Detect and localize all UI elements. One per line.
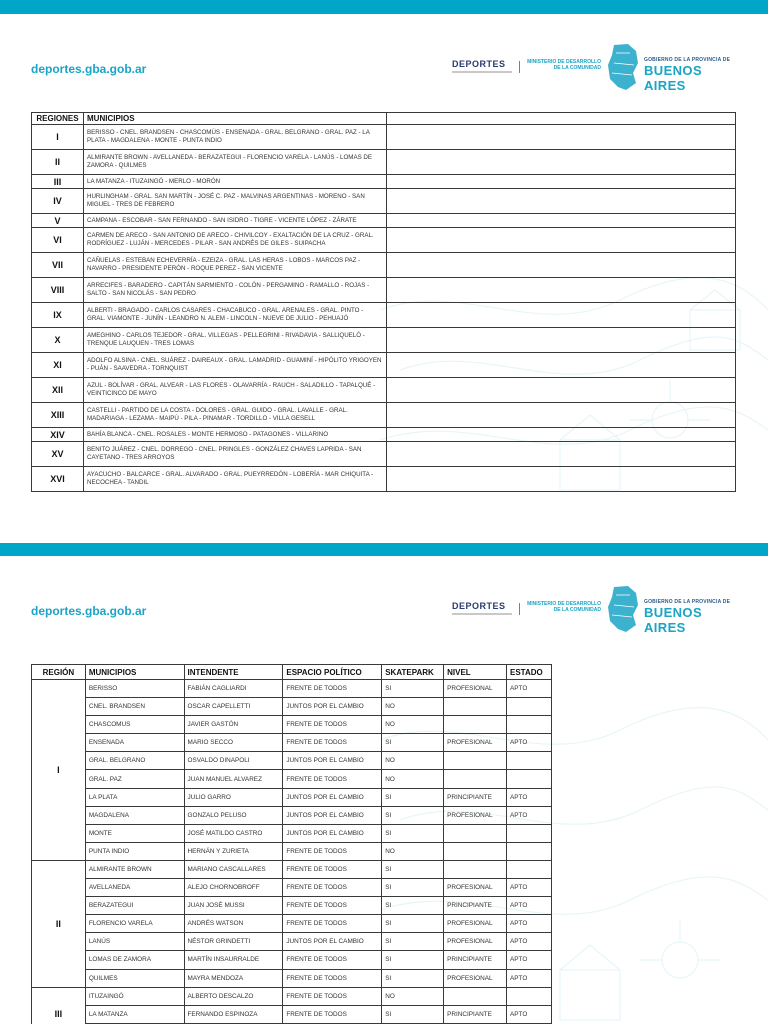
estado-cell: APTO (507, 1005, 552, 1023)
table-row (32, 824, 552, 842)
skatepark-cell: SI (382, 897, 444, 915)
header-skatepark: SKATEPARK (382, 665, 444, 680)
nivel-cell: PROFESIONAL (444, 915, 507, 933)
nivel-cell: PROFESIONAL (444, 969, 507, 987)
skatepark-cell: SI (382, 680, 444, 698)
municipio-cell: PUNTA INDIO (85, 842, 184, 860)
skatepark-cell: SI (382, 1005, 444, 1023)
page1-logos (448, 43, 738, 91)
municipios-detail-table (31, 664, 552, 1024)
region-row (32, 303, 736, 328)
region-municipios: AMEGHINO - CARLOS TEJEDOR - GRAL. VILLEGAS - PELLEGRINI - RIVADAVIA - SALLIQUELÓ - TRENQUE LAUQUEN - TRES LOMAS (84, 328, 387, 353)
empty-cell (387, 214, 736, 228)
municipio-cell: ENSENADA (85, 734, 184, 752)
header-estado: ESTADO (507, 665, 552, 680)
empty-cell (387, 303, 736, 328)
skatepark-cell: SI (382, 879, 444, 897)
intendente-cell: FERNANDO ESPINOZA (184, 1005, 283, 1023)
espacio-politico-cell: FRENTE DE TODOS (283, 716, 382, 734)
table-row (32, 842, 552, 860)
region-municipios: ADOLFO ALSINA - CNEL. SUÁREZ - DAIREAUX - GRAL. LAMADRID - GUAMINÍ - HIPÓLITO YRIGOYEN - PUÁN - SAAVEDRA - TORNQUIST (84, 353, 387, 378)
region-row (32, 253, 736, 278)
skatepark-cell: NO (382, 842, 444, 860)
region-municipios: ARRECIFES - BARADERO - CAPITÁN SARMIENTO - COLÓN - PERGAMINO - RAMALLO - ROJAS - SALTO - SAN NICOLÁS - SAN PEDRO (84, 278, 387, 303)
intendente-cell: GONZALO PELUSO (184, 806, 283, 824)
regions-table (31, 112, 736, 492)
region-row (32, 328, 736, 353)
buenos-aires-map-icon (606, 43, 640, 91)
intendente-cell: HERNÁN Y ZURIETA (184, 842, 283, 860)
intendente-cell: MAYRA MENDOZA (184, 969, 283, 987)
empty-cell (387, 442, 736, 467)
region-municipios: BENITO JUÁREZ - CNEL. DORREGO - CNEL. PRINGLES - GONZÁLEZ CHAVES LAPRIDA - SAN CAYETANO - TRES ARROYOS (84, 442, 387, 467)
region-number: XV (32, 442, 84, 467)
region-municipios: BAHÍA BLANCA - CNEL. ROSALES - MONTE HERMOSO - PATAGONES - VILLARINO (84, 428, 387, 442)
espacio-politico-cell: FRENTE DE TODOS (283, 915, 382, 933)
region-row (32, 214, 736, 228)
page1-top-bar (0, 0, 768, 14)
nivel-cell: PRINCIPIANTE (444, 897, 507, 915)
region-cell: I (32, 680, 86, 861)
municipio-cell: GRAL. BELGRANO (85, 752, 184, 770)
intendente-cell: JOSÉ MATILDO CASTRO (184, 824, 283, 842)
region-municipios: HURLINGHAM - GRAL. SAN MARTÍN - JOSÉ C. PAZ - MALVINAS ARGENTINAS - MORENO - SAN MIGUEL - TRES DE FEBRERO (84, 189, 387, 214)
estado-cell: APTO (507, 734, 552, 752)
region-number: XI (32, 353, 84, 378)
table-row (32, 987, 552, 1005)
header-empty (387, 113, 736, 125)
ministerio-logo: MINISTERIO DE DESARROLLO DE LA COMUNIDAD (527, 601, 601, 613)
municipio-cell: LOMAS DE ZAMORA (85, 951, 184, 969)
table-row (32, 915, 552, 933)
municipio-cell: GRAL. PAZ (85, 770, 184, 788)
logo-separator (519, 61, 520, 73)
intendente-cell: MARTÍN INSAURRALDE (184, 951, 283, 969)
region-row (32, 189, 736, 214)
region-number: IX (32, 303, 84, 328)
intendente-cell: OSCAR CAPELLETTI (184, 698, 283, 716)
nivel-cell: PRINCIPIANTE (444, 788, 507, 806)
header-region: REGIÓN (32, 665, 86, 680)
empty-cell (387, 253, 736, 278)
nivel-cell (444, 770, 507, 788)
empty-cell (387, 353, 736, 378)
skatepark-cell: SI (382, 969, 444, 987)
estado-cell: APTO (507, 806, 552, 824)
estado-cell (507, 770, 552, 788)
region-municipios: CAÑUELAS - ESTEBAN ECHEVERRÍA - EZEIZA - GRAL. LAS HERAS - LOBOS - MARCOS PAZ - NAVARRO - PRESIDENTE PERÓN - ROQUE PEREZ - SAN VICENTE (84, 253, 387, 278)
espacio-politico-cell: JUNTOS POR EL CAMBIO (283, 806, 382, 824)
espacio-politico-cell: JUNTOS POR EL CAMBIO (283, 698, 382, 716)
nivel-cell (444, 842, 507, 860)
nivel-cell (444, 716, 507, 734)
header-municipios: MUNICIPIOS (85, 665, 184, 680)
espacio-politico-cell: FRENTE DE TODOS (283, 969, 382, 987)
region-number: V (32, 214, 84, 228)
nivel-cell: PROFESIONAL (444, 734, 507, 752)
table-row (32, 680, 552, 698)
table-row (32, 933, 552, 951)
header-espacio-politico: ESPACIO POLÍTICO (283, 665, 382, 680)
header-nivel: NIVEL (444, 665, 507, 680)
region-row (32, 228, 736, 253)
nivel-cell (444, 824, 507, 842)
region-cell: II (32, 860, 86, 987)
region-number: XIV (32, 428, 84, 442)
intendente-cell: MARIANO CASCALLARES (184, 860, 283, 878)
table-row (32, 770, 552, 788)
estado-cell (507, 860, 552, 878)
empty-cell (387, 125, 736, 150)
municipio-cell: FLORENCIO VARELA (85, 915, 184, 933)
region-row (32, 125, 736, 150)
skatepark-cell: NO (382, 716, 444, 734)
nivel-cell (444, 860, 507, 878)
municipio-cell: LANÚS (85, 933, 184, 951)
municipio-cell: QUILMES (85, 969, 184, 987)
region-municipios: AYACUCHO - BALCARCE - GRAL. ALVARADO - GRAL. PUEYRREDÓN - LOBERÍA - MAR CHIQUITA - NECOCHEA - TANDIL (84, 467, 387, 492)
region-number: XII (32, 378, 84, 403)
gobierno-label: GOBIERNO DE LA PROVINCIA DE (644, 599, 731, 605)
header-municipios: MUNICIPIOS (84, 113, 387, 125)
region-municipios: ALMIRANTE BROWN - AVELLANEDA - BERAZATEGUI - FLORENCIO VARELA - LANÚS - LOMAS DE ZAMORA - QUILMES (84, 150, 387, 175)
skatepark-cell: SI (382, 788, 444, 806)
intendente-cell: NÉSTOR GRINDETTI (184, 933, 283, 951)
espacio-politico-cell: FRENTE DE TODOS (283, 897, 382, 915)
estado-cell (507, 716, 552, 734)
estado-cell: APTO (507, 788, 552, 806)
skatepark-cell: NO (382, 752, 444, 770)
espacio-politico-cell: FRENTE DE TODOS (283, 987, 382, 1005)
municipio-cell: LA PLATA (85, 788, 184, 806)
empty-cell (387, 175, 736, 189)
table-row (32, 860, 552, 878)
municipio-cell: BERISSO (85, 680, 184, 698)
region-number: XVI (32, 467, 84, 492)
region-number: X (32, 328, 84, 353)
region-row (32, 150, 736, 175)
estado-cell: APTO (507, 951, 552, 969)
region-number: VI (32, 228, 84, 253)
header-intendente: INTENDENTE (184, 665, 283, 680)
estado-cell: APTO (507, 915, 552, 933)
table-row (32, 806, 552, 824)
estado-cell: APTO (507, 969, 552, 987)
nivel-cell (444, 698, 507, 716)
deportes-logo-subline (452, 71, 512, 73)
estado-cell: APTO (507, 933, 552, 951)
region-row (32, 353, 736, 378)
espacio-politico-cell: FRENTE DE TODOS (283, 734, 382, 752)
nivel-cell: PROFESIONAL (444, 879, 507, 897)
region-row (32, 428, 736, 442)
region-number: VIII (32, 278, 84, 303)
region-number: XIII (32, 403, 84, 428)
header-regiones: REGIONES (32, 113, 84, 125)
regions-table-header (32, 113, 736, 125)
skatepark-cell: SI (382, 915, 444, 933)
municipio-cell: MAGDALENA (85, 806, 184, 824)
table-row (32, 1005, 552, 1023)
nivel-cell: PROFESIONAL (444, 933, 507, 951)
nivel-cell: PRINCIPIANTE (444, 1005, 507, 1023)
skatepark-cell: SI (382, 860, 444, 878)
skatepark-cell: SI (382, 806, 444, 824)
table-row (32, 734, 552, 752)
intendente-cell: ALBERTO DESCALZO (184, 987, 283, 1005)
intendente-cell: OSVALDO DINAPOLI (184, 752, 283, 770)
nivel-cell: PROFESIONAL (444, 680, 507, 698)
deportes-logo: DEPORTES (452, 601, 506, 611)
municipio-cell: BERAZATEGUI (85, 897, 184, 915)
intendente-cell: JUAN MANUEL ALVAREZ (184, 770, 283, 788)
table-row (32, 951, 552, 969)
espacio-politico-cell: FRENTE DE TODOS (283, 770, 382, 788)
estado-cell (507, 842, 552, 860)
intendente-cell: FABIÁN CAGLIARDI (184, 680, 283, 698)
espacio-politico-cell: JUNTOS POR EL CAMBIO (283, 933, 382, 951)
page1-site-url[interactable]: deportes.gba.gob.ar (31, 62, 147, 76)
region-number: I (32, 125, 84, 150)
espacio-politico-cell: FRENTE DE TODOS (283, 1005, 382, 1023)
region-municipios: LA MATANZA - ITUZAINGÓ - MERLO - MORÓN (84, 175, 387, 189)
estado-cell (507, 752, 552, 770)
table-row (32, 788, 552, 806)
espacio-politico-cell: JUNTOS POR EL CAMBIO (283, 752, 382, 770)
gobierno-label: GOBIERNO DE LA PROVINCIA DE (644, 57, 731, 63)
logo-separator (519, 603, 520, 615)
deportes-logo: DEPORTES (452, 59, 506, 69)
skatepark-cell: SI (382, 933, 444, 951)
region-municipios: AZUL - BOLÍVAR - GRAL. ALVEAR - LAS FLORES - OLAVARRÍA - RAUCH - SALADILLO - TAPALQUÉ - VEINTICINCO DE MAYO (84, 378, 387, 403)
skatepark-cell: NO (382, 698, 444, 716)
estado-cell: APTO (507, 680, 552, 698)
municipio-cell: ALMIRANTE BROWN (85, 860, 184, 878)
intendente-cell: JUAN JOSÉ MUSSI (184, 897, 283, 915)
intendente-cell: MARIO SECCO (184, 734, 283, 752)
estado-cell (507, 698, 552, 716)
nivel-cell (444, 987, 507, 1005)
skatepark-cell: SI (382, 951, 444, 969)
buenos-aires-logo: BUENOS AIRES (644, 63, 703, 93)
empty-cell (387, 328, 736, 353)
espacio-politico-cell: JUNTOS POR EL CAMBIO (283, 788, 382, 806)
table-row (32, 716, 552, 734)
municipio-cell: MONTE (85, 824, 184, 842)
intendente-cell: JAVIER GASTÓN (184, 716, 283, 734)
table-row (32, 698, 552, 716)
empty-cell (387, 228, 736, 253)
skatepark-cell: NO (382, 770, 444, 788)
region-row (32, 403, 736, 428)
estado-cell: APTO (507, 879, 552, 897)
region-municipios: BERISSO - CNEL. BRANDSEN - CHASCOMÚS - ENSENADA - GRAL. BELGRANO - GRAL. PAZ - LA PLATA - MAGDALENA - MONTE - PUNTA INDIO (84, 125, 387, 150)
intendente-cell: ALEJO CHORNOBROFF (184, 879, 283, 897)
municipio-cell: CNEL. BRANDSEN (85, 698, 184, 716)
skatepark-cell: SI (382, 734, 444, 752)
region-number: III (32, 175, 84, 189)
espacio-politico-cell: JUNTOS POR EL CAMBIO (283, 824, 382, 842)
empty-cell (387, 378, 736, 403)
table-row (32, 752, 552, 770)
region-number: IV (32, 189, 84, 214)
espacio-politico-cell: FRENTE DE TODOS (283, 842, 382, 860)
empty-cell (387, 403, 736, 428)
intendente-cell: ANDRÉS WATSON (184, 915, 283, 933)
municipio-cell: LA MATANZA (85, 1005, 184, 1023)
estado-cell (507, 824, 552, 842)
region-municipios: ALBERTI - BRAGADO - CARLOS CASARES - CHACABUCO - GRAL. ARENALES - GRAL. PINTO - GRAL. VIAMONTE - JUNÍN - LEANDRO N. ALEM - LINCOLN - NUEVE DE JULIO - PEHUAJÓ (84, 303, 387, 328)
table-row (32, 897, 552, 915)
region-municipios: CARMEN DE ARECO - SAN ANTONIO DE ARECO - CHIVILCOY - EXALTACIÓN DE LA CRUZ - GRAL. RODRÍGUEZ - LUJÁN - MERCEDES - PILAR - SAN ANDRÉS DE GILES - SUIPACHA (84, 228, 387, 253)
ministerio-logo: MINISTERIO DE DESARROLLO DE LA COMUNIDAD (527, 59, 601, 71)
region-row (32, 442, 736, 467)
espacio-politico-cell: FRENTE DE TODOS (283, 879, 382, 897)
table-row (32, 969, 552, 987)
region-row (32, 175, 736, 189)
skatepark-cell: NO (382, 987, 444, 1005)
municipio-cell: ITUZAINGÓ (85, 987, 184, 1005)
detail-table-header (32, 665, 552, 680)
nivel-cell (444, 752, 507, 770)
nivel-cell: PRINCIPIANTE (444, 951, 507, 969)
skatepark-cell: SI (382, 824, 444, 842)
region-row (32, 278, 736, 303)
nivel-cell: PROFESIONAL (444, 806, 507, 824)
region-number: II (32, 150, 84, 175)
municipio-cell: CHASCOMUS (85, 716, 184, 734)
region-row (32, 467, 736, 492)
empty-cell (387, 278, 736, 303)
intendente-cell: JULIO GARRO (184, 788, 283, 806)
deportes-logo-subline (452, 613, 512, 615)
region-municipios: CASTELLI - PARTIDO DE LA COSTA - DOLORES - GRAL. GUIDO - GRAL. LAVALLE - GRAL. MADARIAGA - LEZAMA - MAIPÚ - PILA - PINAMAR - TORDILLO - VILLA GESELL (84, 403, 387, 428)
buenos-aires-logo: BUENOS AIRES (644, 605, 703, 635)
empty-cell (387, 150, 736, 175)
region-row (32, 378, 736, 403)
estado-cell: APTO (507, 897, 552, 915)
espacio-politico-cell: FRENTE DE TODOS (283, 680, 382, 698)
espacio-politico-cell: FRENTE DE TODOS (283, 951, 382, 969)
espacio-politico-cell: FRENTE DE TODOS (283, 860, 382, 878)
empty-cell (387, 428, 736, 442)
region-number: VII (32, 253, 84, 278)
empty-cell (387, 467, 736, 492)
region-cell: III (32, 987, 86, 1024)
municipio-cell: AVELLANEDA (85, 879, 184, 897)
region-municipios: CAMPANA - ESCOBAR - SAN FERNANDO - SAN ISIDRO - TIGRE - VICENTE LÓPEZ - ZÁRATE (84, 214, 387, 228)
page2-site-url[interactable]: deportes.gba.gob.ar (31, 604, 147, 618)
empty-cell (387, 189, 736, 214)
page-divider-bar (0, 543, 768, 556)
estado-cell (507, 987, 552, 1005)
table-row (32, 879, 552, 897)
